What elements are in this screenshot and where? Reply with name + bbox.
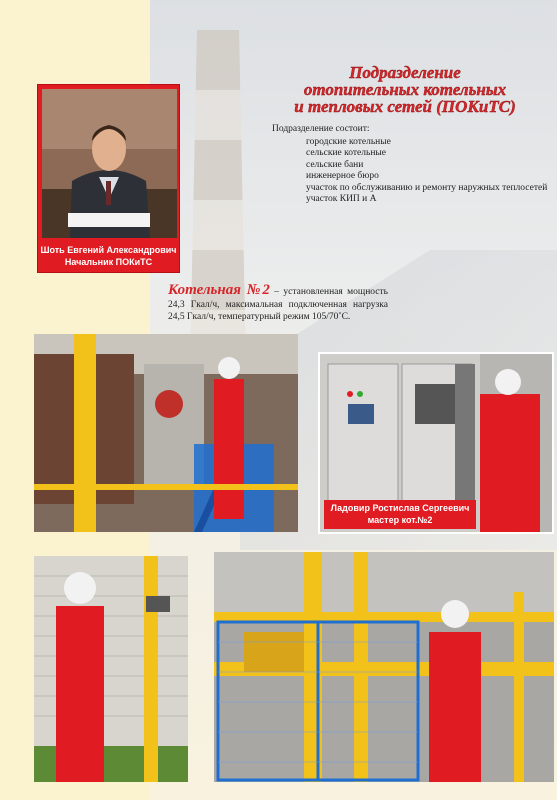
outdoor-valve-photo (34, 556, 188, 782)
section-title-line: Подразделение (349, 63, 461, 82)
portrait-card (37, 84, 180, 273)
boiler-description (168, 282, 388, 323)
boiler-specs: – установленная мощность 24,3 Гкал/ч, максимальная подключенная нагрузка 24,5 Гкал/ч, температурный режим 105/70˚С. (168, 287, 388, 322)
boiler-room-photo (34, 334, 298, 532)
list-item: городские котельные (306, 136, 391, 147)
list-item: сельские бани (306, 159, 364, 170)
composition-list (272, 137, 547, 206)
list-item: инженерное бюро (306, 171, 379, 181)
composition-intro: Подразделение состоит: (272, 124, 370, 134)
composition-block (272, 124, 547, 206)
portrait-name: Шоть Евгений Александрович (40, 245, 177, 255)
portrait-position: Начальник ПОКиТС (64, 257, 153, 267)
boiler-name: Котельная №2 (168, 282, 270, 298)
list-item: участок по обслуживанию и ремонту наружных теплосетей (306, 182, 548, 193)
gas-station-photo (214, 552, 554, 782)
list-item: участок КИП и А (306, 194, 377, 204)
section-title (270, 64, 540, 115)
master-position: мастер кот.№2 (367, 515, 433, 525)
master-name: Ладовир Ростислав Сергеевич (330, 503, 470, 513)
section-title-line: отопительных котельных (303, 80, 507, 99)
section-title-line: и тепловых сетей (ПОКиТС) (294, 97, 516, 116)
list-item: сельские котельные (306, 148, 387, 158)
portrait-caption (38, 244, 179, 268)
portrait-photo (42, 89, 177, 238)
master-caption (324, 500, 476, 529)
